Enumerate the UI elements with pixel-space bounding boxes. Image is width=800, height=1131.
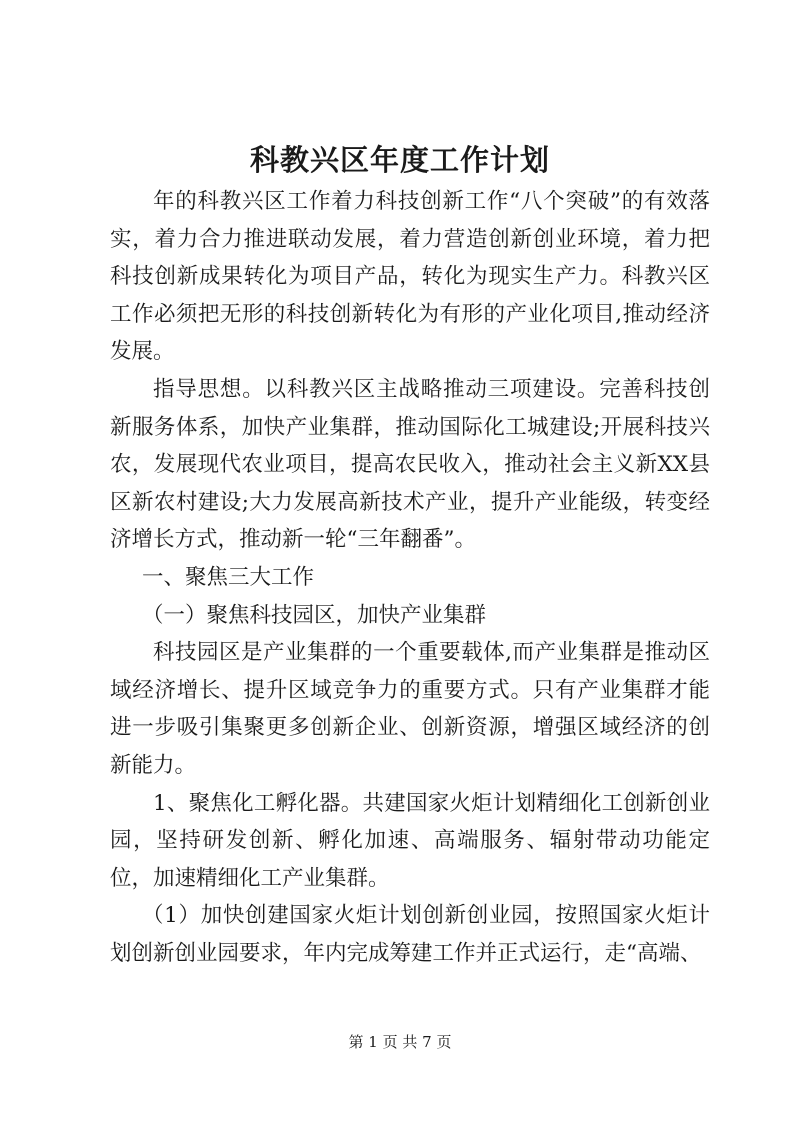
paragraph-science-park: 科技园区是产业集群的一个重要载体,而产业集群是推动区域经济增长、提升区域竞争力的重要方式。只有产业集群才能进一步吸引集聚更多创新企业、创新资源，增强区域经济的创新能力。 bbox=[110, 640, 710, 778]
document-body bbox=[110, 183, 710, 972]
page-number-footer: 第 1 页 共 7 页 bbox=[348, 1033, 452, 1051]
paragraph-intro: 年的科教兴区工作着力科技创新工作“八个突破”的有效落实，着力合力推进联动发展，着力营造创新创业环境，着力把科技创新成果转化为项目产品，转化为现实生产力。科教兴区工作必须把无形的科技创新转化为有形的产业化项目,推动经济发展。 bbox=[110, 189, 710, 365]
subsection-heading-one: （一）聚焦科技园区，加快产业集群 bbox=[142, 602, 487, 628]
paragraph-chemical-incubator: 1、聚焦化工孵化器。共建国家火炬计划精细化工创新创业园，坚持研发创新、孵化加速、高端服务、辐射带动功能定位，加速精细化工产业集群。 bbox=[110, 790, 710, 891]
section-heading-one: 一、聚焦三大工作 bbox=[142, 564, 315, 590]
paragraph-torch-program: （1）加快创建国家火炬计划创新创业园，按照国家火炬计划创新创业园要求，年内完成筹建工作并正式运行，走“高端、 bbox=[110, 903, 710, 966]
document-title: 科教兴区年度工作计划 bbox=[249, 143, 550, 177]
paragraph-guiding-ideology: 指导思想。以科教兴区主战略推动三项建设。完善科技创新服务体系，加快产业集群，推动国际化工城建设;开展科技兴农，发展现代农业项目，提高农民收入，推动社会主义新XX县区新农村建设;大力发展高新技术产业，提升产业能级，转变经济增长方式，推动新一轮“三年翻番”。 bbox=[110, 376, 710, 553]
